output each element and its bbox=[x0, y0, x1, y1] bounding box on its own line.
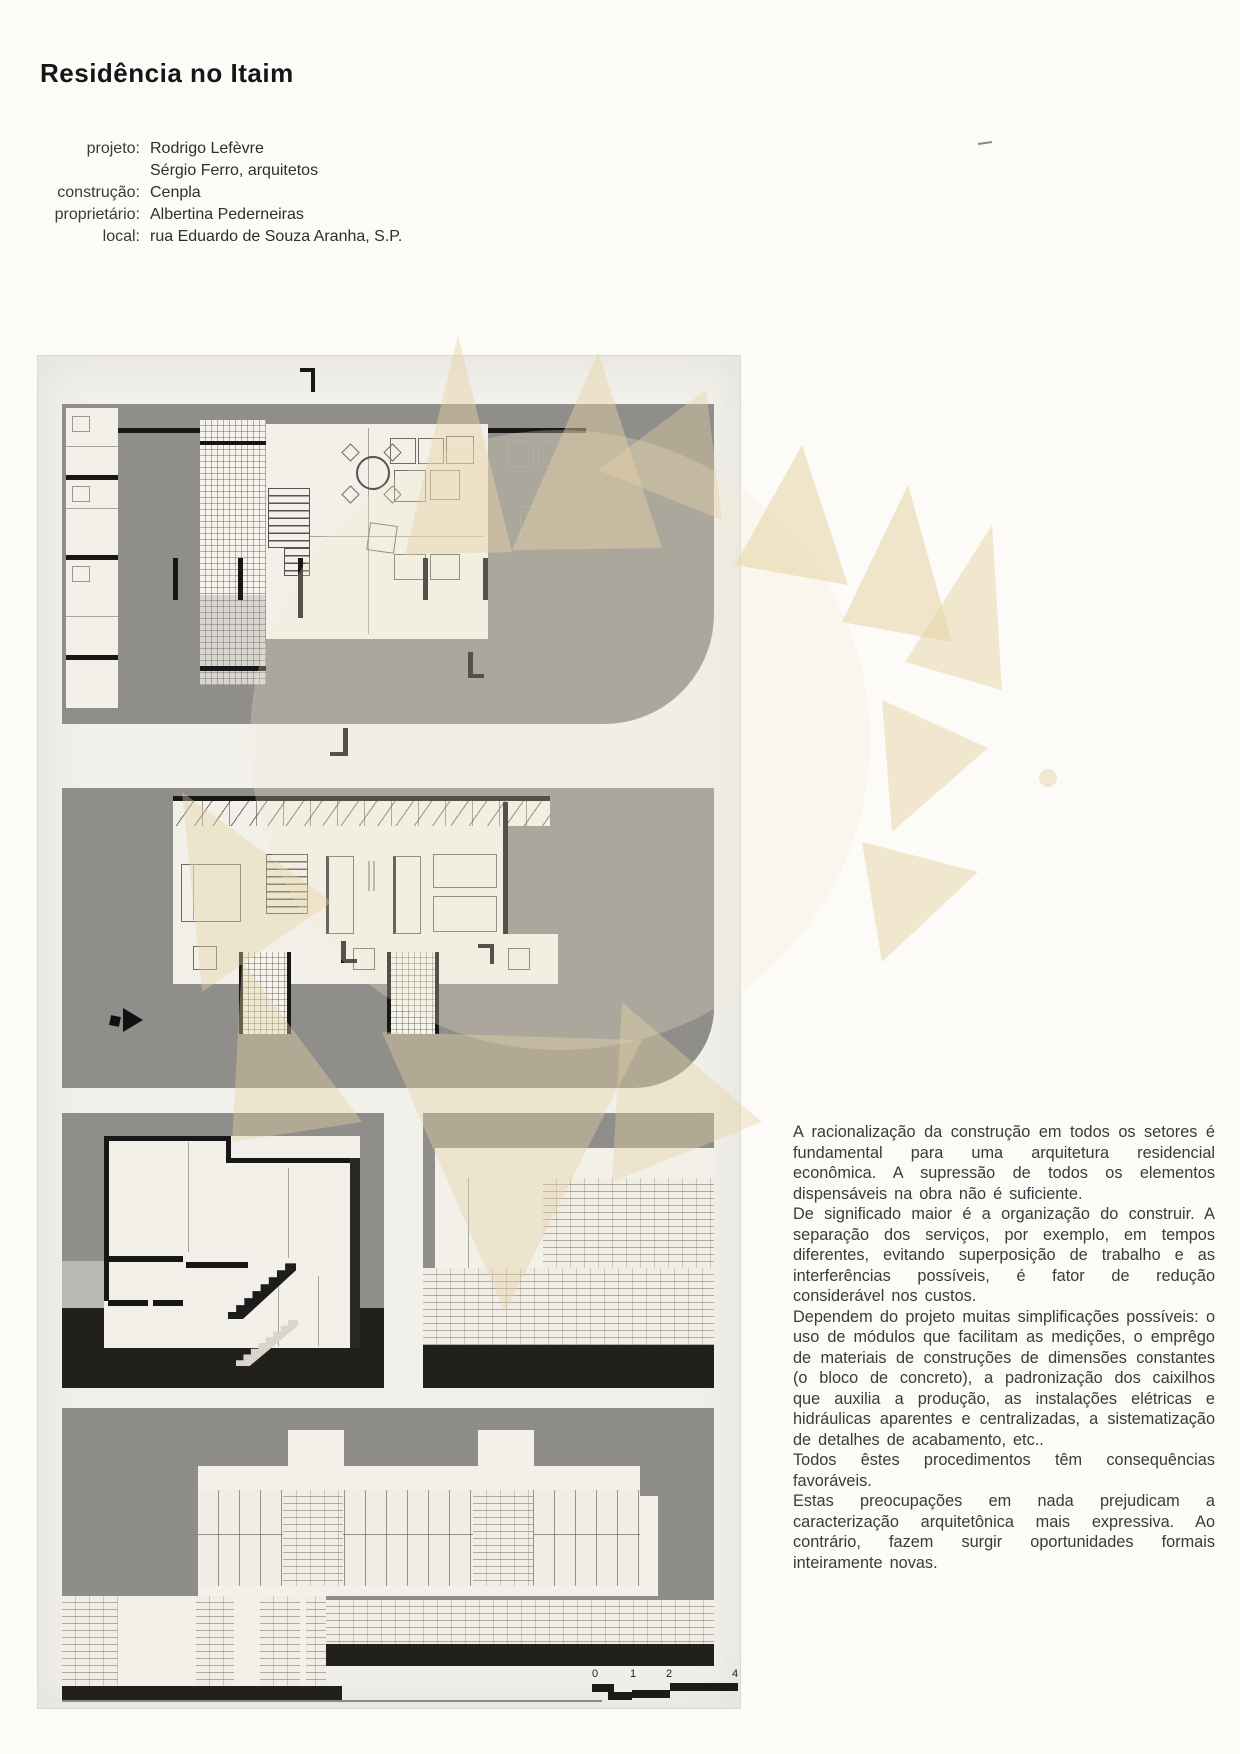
wall-line bbox=[66, 555, 118, 560]
credit-label: construção: bbox=[57, 184, 140, 201]
bed-line bbox=[193, 864, 194, 920]
tile-floor bbox=[200, 595, 266, 685]
wardrobe bbox=[326, 856, 354, 934]
wall-stub bbox=[239, 952, 243, 1034]
fixture-square bbox=[72, 486, 90, 502]
section-mark bbox=[468, 674, 484, 678]
pencil-line bbox=[468, 1178, 469, 1268]
garage-panel bbox=[118, 1596, 196, 1686]
fixture-square bbox=[72, 416, 90, 432]
scale-segment bbox=[632, 1690, 670, 1698]
wall-stub bbox=[298, 558, 303, 618]
floor-slab bbox=[108, 1256, 183, 1262]
credit-value: Albertina Pederneiras bbox=[150, 206, 304, 223]
floor-slab bbox=[108, 1300, 148, 1306]
wall-line bbox=[104, 1136, 109, 1301]
wall-stub bbox=[238, 558, 243, 600]
roof-volume bbox=[288, 1430, 344, 1468]
wall-line bbox=[66, 475, 118, 480]
pencil-line bbox=[318, 1276, 319, 1346]
bed bbox=[181, 864, 241, 922]
partition-line bbox=[66, 616, 118, 617]
furniture-square bbox=[390, 438, 416, 464]
brick-pier bbox=[473, 1490, 533, 1586]
furniture-square bbox=[430, 470, 460, 500]
furniture-square bbox=[418, 438, 444, 464]
page-title: Residência no Itaim bbox=[40, 58, 294, 88]
brick-wall bbox=[326, 1600, 714, 1644]
credit-value: Cenpla bbox=[150, 184, 201, 201]
gate-panel bbox=[234, 1596, 260, 1686]
scale-segment bbox=[592, 1684, 614, 1692]
brick-fence bbox=[62, 1596, 118, 1686]
photo-edge-line bbox=[62, 1700, 602, 1702]
bed bbox=[433, 854, 497, 888]
wall-pier bbox=[435, 1178, 543, 1268]
furniture-square bbox=[366, 522, 398, 554]
roof-volume bbox=[478, 1430, 534, 1468]
gate-panel bbox=[300, 1596, 306, 1686]
wall-line bbox=[104, 1136, 229, 1141]
credit-label bbox=[30, 160, 140, 182]
table-round bbox=[356, 456, 390, 490]
pencil-line bbox=[373, 861, 375, 891]
sill-band bbox=[198, 1586, 640, 1596]
credit-value: rua Eduardo de Souza Aranha, S.P. bbox=[150, 228, 403, 245]
wall-stub bbox=[387, 952, 391, 1034]
wall-stub bbox=[483, 558, 488, 600]
furniture-square bbox=[430, 554, 460, 580]
pencil-line bbox=[188, 1142, 189, 1252]
scale-segment bbox=[670, 1683, 738, 1691]
pencil-line bbox=[368, 861, 370, 891]
north-arrow-icon bbox=[110, 1008, 150, 1034]
brick-fence bbox=[196, 1596, 234, 1686]
window-band bbox=[198, 1490, 640, 1586]
wall-line bbox=[66, 655, 118, 660]
furniture-square bbox=[446, 436, 474, 464]
brick-fence bbox=[260, 1596, 326, 1686]
wall-line bbox=[200, 441, 266, 445]
scale-bar bbox=[590, 1668, 740, 1704]
section-mark bbox=[341, 959, 357, 963]
section-mark bbox=[330, 752, 348, 756]
credit-label: projeto: bbox=[86, 140, 140, 157]
furniture-square bbox=[520, 506, 552, 538]
credit-label: local: bbox=[102, 228, 140, 245]
wall-stub bbox=[423, 558, 428, 600]
credit-label: proprietário: bbox=[54, 206, 140, 223]
wall-line bbox=[173, 796, 550, 801]
furniture-square bbox=[508, 441, 534, 467]
credits-block bbox=[30, 138, 590, 248]
wall-stub bbox=[173, 558, 178, 600]
stray-scan-mark bbox=[978, 141, 992, 145]
wardrobe bbox=[393, 856, 421, 934]
floor-slab bbox=[186, 1262, 248, 1268]
pencil-line bbox=[288, 1168, 289, 1258]
partition-line bbox=[66, 508, 118, 509]
ground-poche bbox=[423, 1345, 714, 1388]
section-mark bbox=[490, 944, 494, 964]
article-paragraph: Todos êstes procedimentos têm consequências favoráveis. bbox=[793, 1451, 1215, 1490]
stair-plan bbox=[266, 854, 308, 914]
architectural-drawings-figure bbox=[38, 356, 740, 1708]
datum-mark bbox=[300, 368, 315, 372]
wall-pier bbox=[640, 1496, 658, 1596]
furniture-square bbox=[538, 441, 564, 467]
wall-line bbox=[350, 1158, 360, 1348]
tile-inset bbox=[391, 952, 435, 1034]
scale-label: 0 bbox=[592, 1668, 599, 1680]
scale-label: 1 bbox=[630, 1668, 637, 1680]
stair-plan bbox=[284, 548, 310, 576]
ground-poche bbox=[326, 1644, 714, 1666]
parapet-band bbox=[198, 1466, 640, 1491]
bed bbox=[433, 896, 497, 932]
brick-wall bbox=[543, 1178, 714, 1268]
wall-line bbox=[200, 666, 266, 671]
article-paragraph: A racionalização da construção em todos os setores é fundamental para uma arquitetura residencial econômica. A supressão de todos os elementos dispensáveis na obra não é suficiente. bbox=[793, 1123, 1215, 1203]
scale-label: 2 bbox=[666, 1668, 673, 1680]
wall-stub bbox=[287, 952, 291, 1034]
floor-slab bbox=[153, 1300, 183, 1306]
article-paragraph: Estas preocupações em nada prejudicam a caracterização arquitetônica mais expressiva. Ao contrário, fazem surgir oportunidades formais inteiramente novas. bbox=[793, 1492, 1215, 1572]
article-paragraph: De significado maior é a organização do construir. A separação dos serviços, por exemplo, em tempos diferentes, evitando superposição de trabalho e as interferências possíveis, é fator de redução considerável nos custos. bbox=[793, 1205, 1215, 1305]
stair-plan bbox=[268, 488, 310, 548]
fixture-square bbox=[193, 946, 217, 970]
scale-label: 4 bbox=[732, 1668, 739, 1680]
roof-hatch-strip bbox=[176, 801, 550, 826]
furniture-square bbox=[394, 470, 426, 502]
article-paragraph: Dependem do projeto muitas simplificações possíveis: o uso de módulos que facilitam as medições, o emprêgo de materiais de construções de dimensões constantes (o bloco de concreto), a padronização dos caixilhos que auxilia a produção, as instalações elétricas e hidráulicas aparentes e centralizadas, a sistematização de detalhes de acabamento, etc.. bbox=[793, 1307, 1215, 1449]
credit-value: Sérgio Ferro, arquitetos bbox=[150, 162, 319, 179]
tile-inset bbox=[243, 952, 287, 1034]
credit-value: Rodrigo Lefèvre bbox=[150, 140, 264, 157]
wall-line bbox=[226, 1158, 360, 1163]
scale-segment bbox=[608, 1692, 632, 1700]
wall-stub bbox=[435, 952, 439, 1034]
brick-wall bbox=[423, 1268, 714, 1345]
furniture-square bbox=[394, 554, 426, 580]
fixture-square bbox=[508, 948, 530, 970]
tile-floor bbox=[200, 420, 266, 595]
wall-line bbox=[503, 802, 508, 934]
article-text-column bbox=[793, 1122, 1215, 1573]
parapet-beam bbox=[435, 1148, 714, 1179]
partition-line bbox=[66, 446, 118, 447]
brick-pier bbox=[283, 1490, 343, 1586]
fixture-square bbox=[72, 566, 90, 582]
ground-poche bbox=[62, 1686, 342, 1700]
